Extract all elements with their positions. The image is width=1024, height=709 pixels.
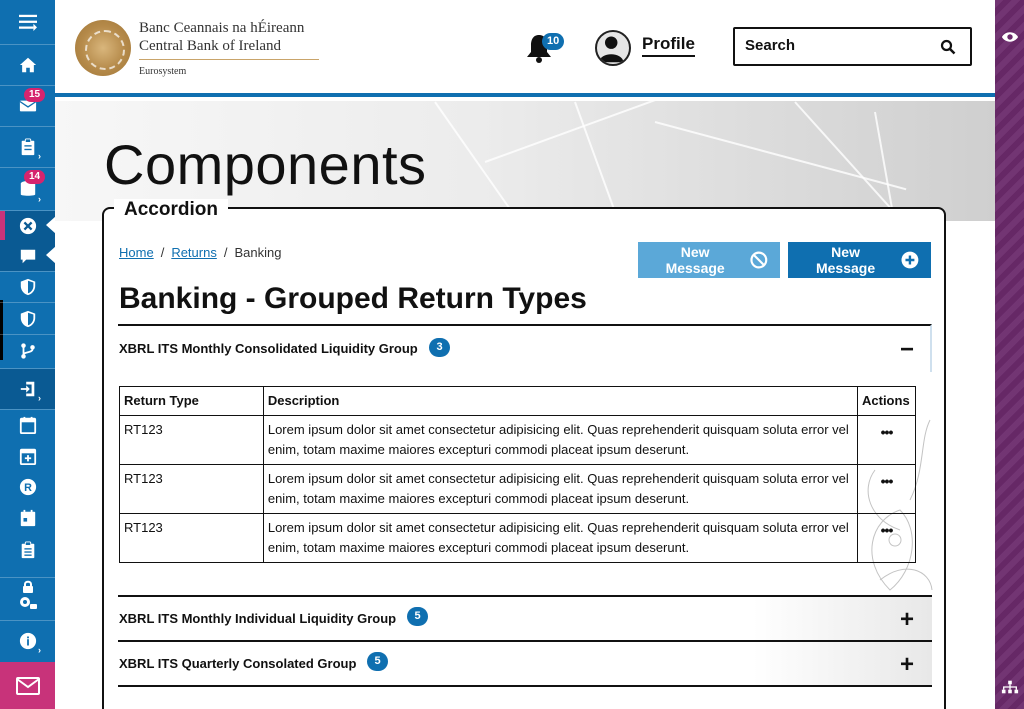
table-row [120, 416, 916, 465]
accordion-count-badge: 5 [407, 607, 428, 626]
calendar-alt-icon [19, 509, 37, 527]
database-badge: 14 [24, 170, 45, 184]
collapse-icon[interactable]: − [900, 336, 915, 363]
svg-text:R: R [23, 481, 32, 494]
sidebar-item-calendar[interactable] [0, 410, 55, 440]
menu-toggle-button[interactable] [0, 0, 55, 44]
accordion-count-badge: 3 [429, 338, 450, 357]
sidebar-item-registered[interactable] [0, 471, 55, 502]
chevron-right-icon: › [38, 393, 41, 403]
sidebar-item-calendar-plus[interactable] [0, 440, 55, 471]
right-sidebar [995, 0, 1024, 709]
new-message-disabled-label: New Message [665, 244, 725, 276]
top-header [55, 0, 995, 97]
chat-icon [19, 247, 37, 265]
sidebar-item-calendar-alt[interactable] [0, 502, 55, 533]
home-icon [19, 56, 37, 74]
active-notch [46, 246, 56, 264]
sidebar-item-home[interactable] [0, 45, 55, 85]
more-actions-icon[interactable]: ••• [880, 522, 893, 538]
breadcrumb-returns[interactable]: Returns [171, 245, 217, 260]
cell-actions [858, 514, 916, 563]
search-icon[interactable] [940, 39, 956, 55]
mail-icon [16, 676, 40, 696]
more-actions-icon[interactable]: ••• [880, 424, 893, 440]
plus-circle-icon [901, 251, 919, 269]
clipboard-icon [19, 138, 37, 156]
accordion-label: XBRL ITS Quarterly Consolated Group [119, 656, 357, 671]
accordion-label: XBRL ITS Monthly Consolidated Liquidity Group [119, 341, 418, 356]
cell-description: Lorem ipsum dolor sit amet consectetur adipisicing elit. Quas reprehenderit quisquam soluta error vel enim, totam maxime maiores excepturi commodi placeat ipsum deserunt. [263, 416, 857, 465]
sidebar-item-messages[interactable] [0, 86, 55, 126]
expand-icon[interactable]: + [900, 651, 915, 678]
breadcrumb-home[interactable]: Home [119, 245, 154, 260]
breadcrumb-separator: / [223, 245, 228, 260]
return-types-table [119, 386, 916, 563]
column-header-description[interactable]: Description [263, 387, 857, 416]
lock-gear-icon [18, 580, 38, 610]
info-icon [19, 632, 37, 650]
sidebar-item-shield-2[interactable] [0, 303, 55, 334]
column-header-actions[interactable]: Actions [858, 387, 916, 416]
eye-icon[interactable] [1001, 30, 1019, 44]
branch-icon [19, 342, 37, 360]
accordion-count-badge: 5 [367, 652, 388, 671]
profile-link[interactable]: Profile [642, 34, 695, 57]
page-title: Components [104, 133, 427, 196]
logo-divider [139, 59, 319, 60]
section-title: Banking - Grouped Return Types [119, 282, 587, 315]
cell-description: Lorem ipsum dolor sit amet consectetur adipisicing elit. Quas reprehenderit quisquam soluta error vel enim, totam maxime maiores excepturi commodi placeat ipsum deserunt. [263, 465, 857, 514]
ban-icon [750, 251, 768, 269]
messages-badge: 15 [24, 88, 45, 102]
sidebar-mail-button[interactable] [0, 662, 55, 709]
hamburger-icon [19, 13, 37, 31]
new-message-button[interactable] [788, 242, 931, 278]
avatar[interactable] [595, 30, 631, 66]
cell-return-type: RT123 [120, 514, 264, 563]
accordion-label: XBRL ITS Monthly Individual Liquidity Group [119, 611, 397, 626]
expand-icon[interactable]: + [900, 606, 915, 633]
chevron-right-icon: › [38, 194, 41, 204]
new-message-label: New Message [815, 244, 876, 276]
sitemap-icon[interactable] [1001, 680, 1019, 694]
sidebar-item-lock-settings[interactable] [0, 570, 55, 620]
sidebar-item-branch[interactable] [0, 335, 55, 367]
sign-in-icon [19, 380, 37, 398]
table-row [120, 465, 916, 514]
table-header-row [120, 387, 916, 416]
logo-english-name: Central Bank of Ireland [139, 38, 282, 54]
sidebar-item-sign-in[interactable] [0, 369, 55, 409]
shield-icon [19, 278, 37, 296]
cell-return-type: RT123 [120, 416, 264, 465]
sidebar-item-info[interactable] [0, 621, 55, 661]
logo-eurosystem: Eurosystem [139, 66, 187, 77]
breadcrumb-separator: / [160, 245, 165, 260]
calendar-icon [19, 416, 37, 434]
sidebar-item-database[interactable] [0, 168, 55, 210]
search-box [733, 27, 972, 66]
user-silhouette-icon [597, 32, 629, 64]
cell-return-type: RT123 [120, 465, 264, 514]
column-header-return-type[interactable]: Return Type [120, 387, 264, 416]
calendar-plus-icon [19, 447, 37, 465]
notifications-badge: 10 [542, 33, 564, 50]
shield-icon [19, 310, 37, 328]
card-legend: Accordion [114, 199, 228, 221]
breadcrumb-current: Banking [234, 245, 282, 260]
search-input[interactable] [745, 37, 925, 54]
sidebar-item-clipboard[interactable] [0, 127, 55, 167]
cell-actions [858, 465, 916, 514]
new-message-disabled-button[interactable] [638, 242, 780, 278]
chevron-right-icon: › [38, 151, 41, 161]
table-row [120, 514, 916, 563]
cell-description: Lorem ipsum dolor sit amet consectetur adipisicing elit. Quas reprehenderit quisquam soluta error vel enim, totam maxime maiores excepturi commodi placeat ipsum deserunt. [263, 514, 857, 563]
more-actions-icon[interactable]: ••• [880, 473, 893, 489]
breadcrumb [119, 245, 281, 260]
logo-irish-name: Banc Ceannais na hÉireann [139, 20, 305, 36]
sidebar-item-shield-1[interactable] [0, 272, 55, 302]
cell-actions [858, 416, 916, 465]
central-bank-seal-logo[interactable] [75, 20, 131, 76]
close-circle-icon [19, 217, 37, 235]
sidebar-item-clipboard-list[interactable] [0, 533, 55, 566]
clipboard-list-icon [19, 541, 37, 559]
chevron-right-icon: › [38, 645, 41, 655]
left-sidebar [0, 0, 55, 709]
registered-icon [19, 478, 37, 496]
